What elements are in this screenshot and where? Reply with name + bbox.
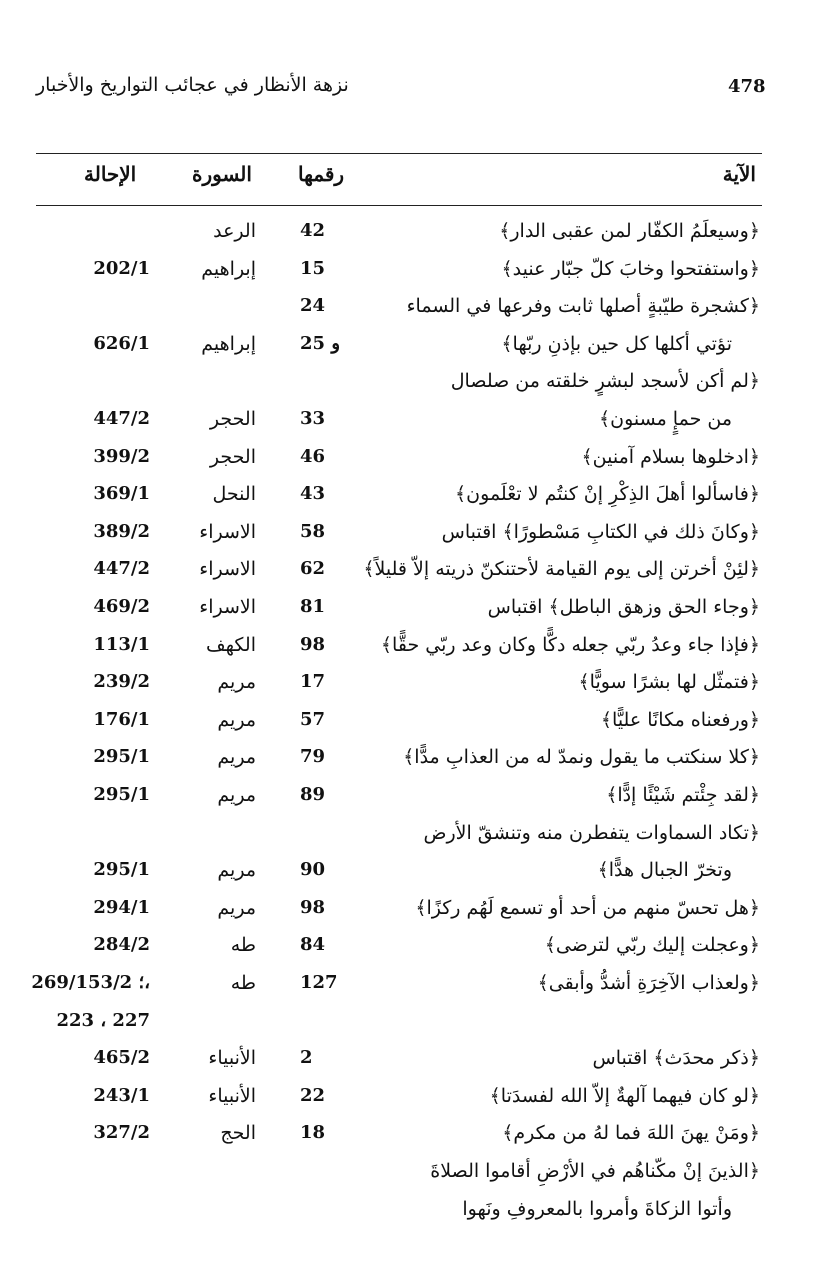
- ayah-cell: ﴿هل تحسّ منهم من أحد أو تسمع لَهُم ركزًا﴾: [415, 896, 760, 919]
- reference-cell: 176/1: [93, 708, 150, 730]
- number-cell: 58: [300, 520, 326, 542]
- ayah-cell: ﴿ومَنْ يهنَ اللهَ فما لهُ من مكرم﴾: [502, 1122, 760, 1145]
- reference-cell: 295/1: [93, 784, 150, 805]
- table-row: [0, 897, 836, 935]
- ayah-cell: ﴿ورفعناه مكانًا عليًّا﴾: [600, 708, 760, 731]
- surah-cell: إبراهيم: [201, 332, 256, 355]
- number-cell: 57: [300, 708, 326, 730]
- number-cell: 98: [300, 633, 326, 655]
- ayah-cell: ﴿واستفتحوا وخابَ كلّ جبّار عنيد﴾: [501, 257, 760, 280]
- reference-cell: 294/1: [93, 896, 150, 918]
- ayah-cell: ﴿الذينَ إنْ مكّناهُم في الأرْضِ أقاموا الصلاةَ: [430, 1160, 760, 1182]
- ayah-cell: وأتوا الزكاةَ وأمروا بالمعروفِ ونَهوا: [462, 1197, 732, 1220]
- surah-cell: مريم: [217, 708, 256, 731]
- ayah-cell: ﴿وسيعلَمُ الكفّار لمن عقبى الدار﴾: [499, 220, 760, 242]
- number-cell: 42: [300, 220, 326, 241]
- surah-cell: مريم: [217, 746, 256, 769]
- column-header-ayah: الآية: [722, 162, 756, 186]
- number-cell: و 25: [300, 332, 341, 354]
- surah-cell: الأنبياء: [208, 1084, 256, 1107]
- ayah-cell: ﴿كلا سنكتب ما يقول ونمدّ له من العذابِ مدًّا﴾: [403, 746, 760, 769]
- ayah-cell: ﴿ذكر محدَث﴾ اقتباس: [592, 1047, 760, 1070]
- reference-cell: 389/2: [93, 520, 150, 542]
- table-row: [0, 1160, 836, 1198]
- reference-cell: 447/2: [93, 558, 150, 580]
- table-row: [0, 295, 836, 333]
- table-row: [0, 634, 836, 672]
- reference-cell: 295/1: [93, 859, 150, 881]
- table-row: [0, 258, 836, 296]
- surah-cell: مريم: [217, 896, 256, 919]
- number-cell: 90: [300, 859, 326, 881]
- reference-cell: 113/1: [93, 633, 150, 655]
- surah-cell: النحل: [212, 483, 256, 506]
- ayah-cell: ﴿ولعذاب الآخِرَةِ أشدُّ وأبقى﴾: [537, 972, 760, 994]
- number-cell: 15: [300, 257, 326, 279]
- table-row: [0, 822, 836, 860]
- table-top-rule: [36, 153, 762, 154]
- table-row: [0, 972, 836, 1010]
- number-cell: 84: [300, 934, 326, 956]
- column-header-number: رقمها: [298, 162, 345, 186]
- ayah-cell: ﴿فاسألوا أهلَ الذِكْرِ إنْ كنتُم لا تعْلَمون﴾: [455, 483, 760, 506]
- table-row: [0, 1047, 836, 1085]
- reference-cell: 269/1؛ 53/2،: [31, 972, 150, 993]
- surah-cell: مريم: [217, 859, 256, 882]
- table-row: [0, 370, 836, 408]
- number-cell: 127: [300, 972, 338, 993]
- surah-cell: الحجر: [209, 445, 256, 468]
- ayah-cell: وتخرّ الجبال هدًّا﴾: [597, 859, 732, 882]
- table-header-rule: [36, 205, 762, 206]
- number-cell: 43: [300, 483, 326, 505]
- ayah-cell: ﴿فإذا جاء وعدُ ربّي جعله دكًّا وكان وعد ربّي حقًّا﴾: [380, 633, 760, 656]
- surah-cell: مريم: [217, 671, 256, 694]
- number-cell: 62: [300, 558, 326, 580]
- reference-cell: 327/2: [93, 1122, 150, 1144]
- reference-cell: 243/1: [93, 1084, 150, 1106]
- surah-cell: الاسراء: [199, 558, 256, 581]
- ayah-cell: تؤتي أكلها كل حين بإذنِ ربّها﴾: [501, 332, 732, 355]
- surah-cell: الأنبياء: [208, 1047, 256, 1070]
- ayah-cell: ﴿تكاد السماوات يتفطرن منه وتنشقّ الأرض: [423, 821, 760, 844]
- ayah-cell: ﴿فتمثّل لها بشرًا سويًّا﴾: [578, 671, 760, 694]
- ayah-cell: ﴿ادخلوها بسلام آمنين﴾: [581, 445, 760, 468]
- number-cell: 18: [300, 1122, 326, 1144]
- number-cell: 33: [300, 408, 326, 429]
- ayah-cell: ﴿لئِنْ أخرتن إلى يوم القيامة لأحتنكنّ ذريته إلاّ قليلاً﴾: [363, 558, 760, 581]
- reference-cell: 369/1: [93, 483, 150, 505]
- reference-cell: 447/2: [93, 408, 150, 429]
- number-cell: 2: [300, 1047, 313, 1069]
- reference-cell: 202/1: [93, 257, 150, 279]
- reference-cell: 239/2: [93, 671, 150, 693]
- reference-cell: 469/2: [93, 596, 150, 617]
- surah-cell: الاسراء: [199, 596, 256, 618]
- reference-cell: 284/2: [93, 934, 150, 956]
- column-header-reference: الإحالة: [84, 162, 137, 186]
- page-header: [36, 74, 766, 108]
- number-cell: 79: [300, 746, 326, 768]
- surah-cell: الرعد: [213, 220, 256, 242]
- table-row: [0, 859, 836, 897]
- table-header: [36, 162, 762, 198]
- number-cell: 46: [300, 445, 326, 467]
- ayah-cell: ﴿لم أكن لأسجد لبشرٍ خلقته من صلصال: [450, 370, 760, 393]
- reference-cell: 223 ، 227: [56, 1009, 150, 1031]
- number-cell: 17: [300, 671, 326, 693]
- number-cell: 98: [300, 896, 326, 918]
- table-row: [0, 1198, 836, 1236]
- table-row: [0, 521, 836, 559]
- surah-cell: الكهف: [206, 633, 256, 656]
- table-row: [0, 408, 836, 446]
- ayah-cell: ﴿وعجلت إليك ربّي لترضى﴾: [544, 934, 760, 957]
- table-row: [0, 220, 836, 258]
- ayah-cell: من حمإٍ مسنون﴾: [599, 408, 732, 430]
- table-row: [0, 934, 836, 972]
- surah-cell: الحجر: [209, 408, 256, 430]
- running-title: نزهة الأنظار في عجائب التواريخ والأخبار: [36, 74, 349, 96]
- table-row: [0, 709, 836, 747]
- table-row: [0, 558, 836, 596]
- number-cell: 24: [300, 295, 326, 317]
- table-row: [0, 746, 836, 784]
- number-cell: 89: [300, 784, 326, 805]
- surah-cell: إبراهيم: [201, 257, 256, 280]
- table-row: [0, 1122, 836, 1160]
- ayah-cell: ﴿كشجرة طيّبةٍ أصلها ثابت وفرعها في السماء: [406, 295, 760, 318]
- table-row: [0, 596, 836, 634]
- table-row: [0, 333, 836, 371]
- table-row: [0, 1010, 836, 1048]
- ayah-cell: ﴿لقد جِئْتم شَيْئًا إدًّا﴾: [606, 784, 760, 806]
- page-number: 478: [728, 76, 766, 97]
- surah-cell: طه: [230, 934, 256, 957]
- ayah-cell: ﴿وجاء الحق وزهق الباطل﴾ اقتباس: [487, 596, 760, 618]
- number-cell: 81: [300, 596, 326, 617]
- surah-cell: الحج: [220, 1122, 256, 1145]
- number-cell: 22: [300, 1084, 326, 1106]
- ayah-cell: ﴿وكانَ ذلك في الكتابِ مَسْطورًا﴾ اقتباس: [441, 520, 760, 543]
- table-row: [0, 671, 836, 709]
- surah-cell: طه: [230, 972, 256, 994]
- table-row: [0, 446, 836, 484]
- table-row: [0, 784, 836, 822]
- table-row: [0, 1085, 836, 1123]
- surah-cell: مريم: [217, 784, 256, 806]
- reference-cell: 399/2: [93, 445, 150, 467]
- ayah-cell: ﴿لو كان فيهما آلهةٌ إلاّ الله لفسدَتا﴾: [489, 1084, 760, 1107]
- reference-cell: 465/2: [93, 1047, 150, 1069]
- column-header-surah: السورة: [192, 162, 252, 186]
- table-row: [0, 483, 836, 521]
- reference-cell: 626/1: [93, 332, 150, 354]
- reference-cell: 295/1: [93, 746, 150, 768]
- surah-cell: الاسراء: [199, 520, 256, 543]
